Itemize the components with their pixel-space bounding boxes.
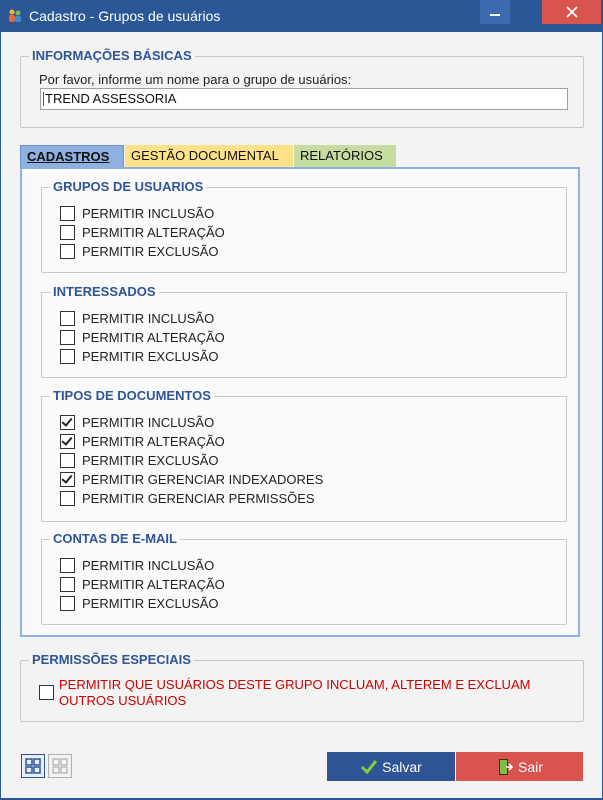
grid-small-icon (52, 758, 68, 774)
group-name-value: TREND ASSESSORIA (45, 91, 177, 106)
tab-relatorios[interactable] (294, 145, 396, 167)
group-name-input[interactable] (40, 88, 568, 110)
checkbox-tipos-gerenciar-permissoes[interactable] (60, 489, 315, 507)
checkmark-icon (360, 758, 378, 776)
checkbox-label: PERMITIR EXCLUSÃO (82, 595, 219, 611)
window-title: Cadastro - Grupos de usuários (29, 8, 221, 24)
checkbox-contas-inclusao[interactable] (60, 556, 214, 574)
tab-gestao-documental[interactable] (125, 145, 293, 167)
checkbox-tipos-inclusao[interactable] (60, 413, 214, 431)
checkbox-label: PERMITIR EXCLUSÃO (82, 243, 219, 259)
grid-large-icon (25, 758, 41, 774)
checkbox-box[interactable] (60, 244, 75, 259)
checkbox-label: PERMITIR INCLUSÃO (82, 557, 215, 573)
section-title: CONTAS DE E-MAIL (50, 531, 180, 547)
minimize-button[interactable] (480, 0, 510, 24)
checkbox-box-checked[interactable] (60, 434, 75, 449)
checkbox-box[interactable] (60, 558, 75, 573)
title-bar (0, 0, 603, 32)
checkbox-box[interactable] (60, 596, 75, 611)
basic-info-title: INFORMAÇÕES BÁSICAS (29, 48, 195, 64)
tab-label: RELATÓRIOS (300, 148, 383, 163)
checkbox-box[interactable] (60, 349, 75, 364)
window-client (1, 32, 602, 798)
section-tipos-documentos (41, 388, 567, 522)
special-permissions-title: PERMISSÕES ESPECIAIS (29, 652, 194, 668)
checkbox-grupos-alteracao[interactable] (60, 223, 225, 241)
checkbox-interessados-inclusao[interactable] (60, 309, 214, 327)
close-button[interactable] (542, 0, 601, 24)
checkbox-label: PERMITIR EXCLUSÃO (82, 348, 219, 364)
special-permission-label: PERMITIR QUE USUÁRIOS DESTE GRUPO INCLUAM, ALTEREM E EXCLUAM OUTROS USUÁRIOS (59, 677, 531, 708)
checkbox-contas-exclusao[interactable] (60, 594, 219, 612)
exit-door-icon (496, 758, 514, 776)
checkbox-label: PERMITIR GERENCIAR PERMISSÕES (82, 490, 315, 506)
checkbox-box[interactable] (60, 453, 75, 468)
checkbox-box[interactable] (60, 577, 75, 592)
close-icon (566, 6, 578, 18)
minimize-icon (489, 6, 501, 18)
checkbox-label: PERMITIR INCLUSÃO (82, 414, 215, 430)
checkbox-grupos-exclusao[interactable] (60, 242, 219, 260)
people-icon (7, 8, 23, 24)
checkbox-interessados-alteracao[interactable] (60, 328, 225, 346)
checkbox-box-checked[interactable] (60, 415, 75, 430)
checkbox-box-checked[interactable] (60, 472, 75, 487)
section-interessados (41, 284, 567, 378)
checkbox-label: PERMITIR ALTERAÇÃO (82, 433, 225, 449)
list-view-button[interactable] (48, 754, 72, 778)
checkbox-label: PERMITIR ALTERAÇÃO (82, 224, 225, 240)
section-title: GRUPOS DE USUARIOS (50, 179, 206, 195)
tab-cadastros[interactable] (20, 145, 124, 169)
checkbox-interessados-exclusao[interactable] (60, 347, 219, 365)
checkbox-label: PERMITIR GERENCIAR INDEXADORES (82, 471, 324, 487)
checkbox-grupos-inclusao[interactable] (60, 204, 214, 222)
save-button[interactable] (327, 752, 455, 781)
text-caret (43, 92, 44, 106)
tab-label: CADASTROS (27, 149, 110, 164)
checkbox-box[interactable] (60, 206, 75, 221)
tab-panel-cadastros (20, 167, 580, 637)
checkbox-tipos-gerenciar-indexadores[interactable] (60, 470, 323, 488)
exit-button[interactable] (456, 752, 583, 781)
tab-label: GESTÃO DOCUMENTAL (131, 148, 279, 163)
section-title: INTERESSADOS (50, 284, 159, 300)
checkbox-label: PERMITIR INCLUSÃO (82, 205, 215, 221)
checkbox-label: PERMITIR EXCLUSÃO (82, 452, 219, 468)
exit-button-label: Sair (518, 758, 543, 775)
checkbox-label: PERMITIR INCLUSÃO (82, 310, 215, 326)
checkbox-box[interactable] (60, 225, 75, 240)
section-grupos (41, 179, 567, 273)
checkbox-tipos-exclusao[interactable] (60, 451, 219, 469)
checkbox-tipos-alteracao[interactable] (60, 432, 225, 450)
checkbox-label: PERMITIR ALTERAÇÃO (82, 576, 225, 592)
save-button-label: Salvar (382, 758, 422, 775)
checkbox-box[interactable] (60, 330, 75, 345)
checkbox-contas-alteracao[interactable] (60, 575, 225, 593)
section-title: TIPOS DE DOCUMENTOS (50, 388, 214, 404)
checkbox-box[interactable] (60, 491, 75, 506)
group-name-prompt: Por favor, informe um nome para o grupo de usuários: (39, 72, 352, 87)
checkbox-label: PERMITIR ALTERAÇÃO (82, 329, 225, 345)
checkbox-box[interactable] (60, 311, 75, 326)
checkbox-special-permission[interactable] (39, 685, 54, 700)
grid-view-button[interactable] (21, 754, 45, 778)
section-contas-email (41, 531, 567, 625)
